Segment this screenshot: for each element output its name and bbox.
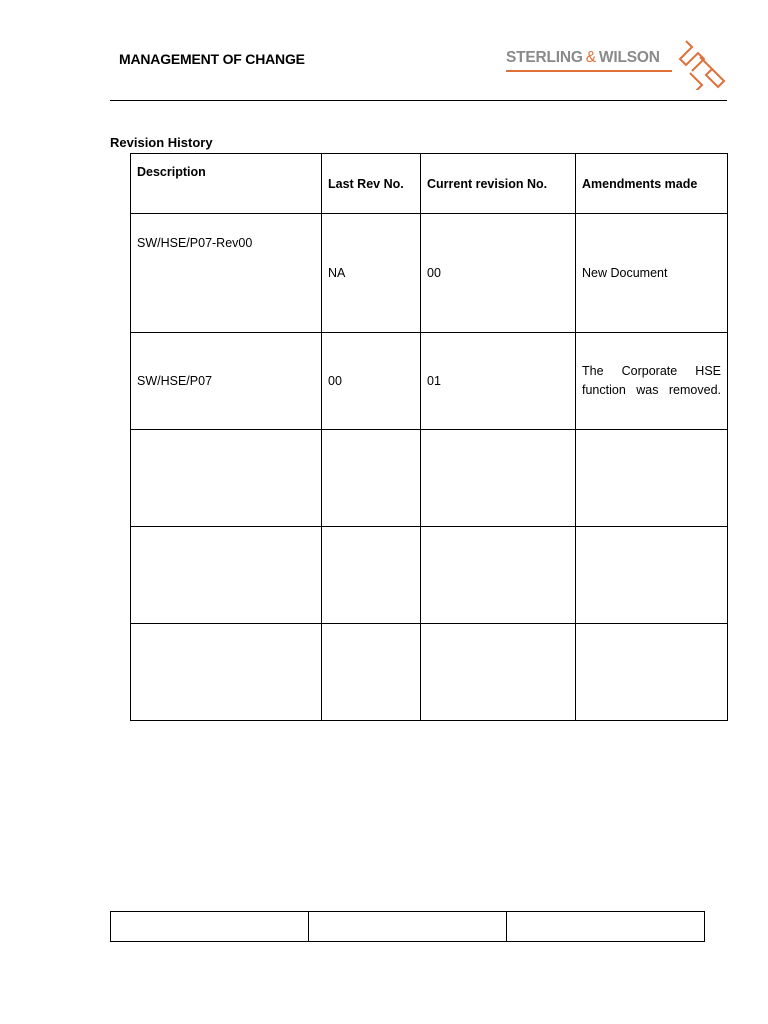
- column-header-amendments: Amendments made: [576, 154, 728, 214]
- table-row: [131, 430, 728, 527]
- logo-text-amp: &: [585, 49, 596, 66]
- logo-text-right: WILSON: [598, 49, 660, 66]
- cell-last-rev: [322, 430, 421, 527]
- cell-current-revision: [421, 430, 576, 527]
- footer-cell: [309, 912, 507, 942]
- cell-description: SW/HSE/P07: [131, 333, 322, 430]
- logo-text-left: STERLING: [506, 49, 583, 66]
- cell-description: SW/HSE/P07-Rev00: [131, 214, 322, 333]
- cell-last-rev: [322, 527, 421, 624]
- cell-current-revision: [421, 527, 576, 624]
- company-logo: [506, 38, 728, 90]
- footer-row: [111, 912, 705, 942]
- cell-amendments: The Corporate HSE function was removed.: [576, 333, 728, 430]
- column-header-description: Description: [131, 154, 322, 214]
- table-header-row: [131, 154, 728, 214]
- table-row: [131, 333, 728, 430]
- cell-amendments: [576, 430, 728, 527]
- table-row: [131, 527, 728, 624]
- revision-history-table: [130, 153, 728, 721]
- section-heading: Revision History: [110, 135, 213, 150]
- footer-table: [110, 911, 705, 942]
- cell-amendments: [576, 624, 728, 721]
- cell-last-rev: [322, 624, 421, 721]
- footer-cell: [111, 912, 309, 942]
- logo-mark-icon: [672, 38, 728, 90]
- header-divider: [110, 100, 727, 101]
- footer-cell: [507, 912, 705, 942]
- cell-description: [131, 527, 322, 624]
- cell-current-revision: 00: [421, 214, 576, 333]
- cell-current-revision: 01: [421, 333, 576, 430]
- table-row: [131, 214, 728, 333]
- cell-last-rev: 00: [322, 333, 421, 430]
- cell-description: [131, 624, 322, 721]
- table-row: [131, 624, 728, 721]
- cell-amendments: [576, 527, 728, 624]
- cell-current-revision: [421, 624, 576, 721]
- cell-amendments: New Document: [576, 214, 728, 333]
- logo-wordmark: [506, 49, 660, 67]
- logo-underline: [506, 70, 672, 72]
- cell-description: [131, 430, 322, 527]
- column-header-last-rev: Last Rev No.: [322, 154, 421, 214]
- cell-last-rev: NA: [322, 214, 421, 333]
- column-header-current-revision: Current revision No.: [421, 154, 576, 214]
- document-title: MANAGEMENT OF CHANGE: [119, 51, 305, 67]
